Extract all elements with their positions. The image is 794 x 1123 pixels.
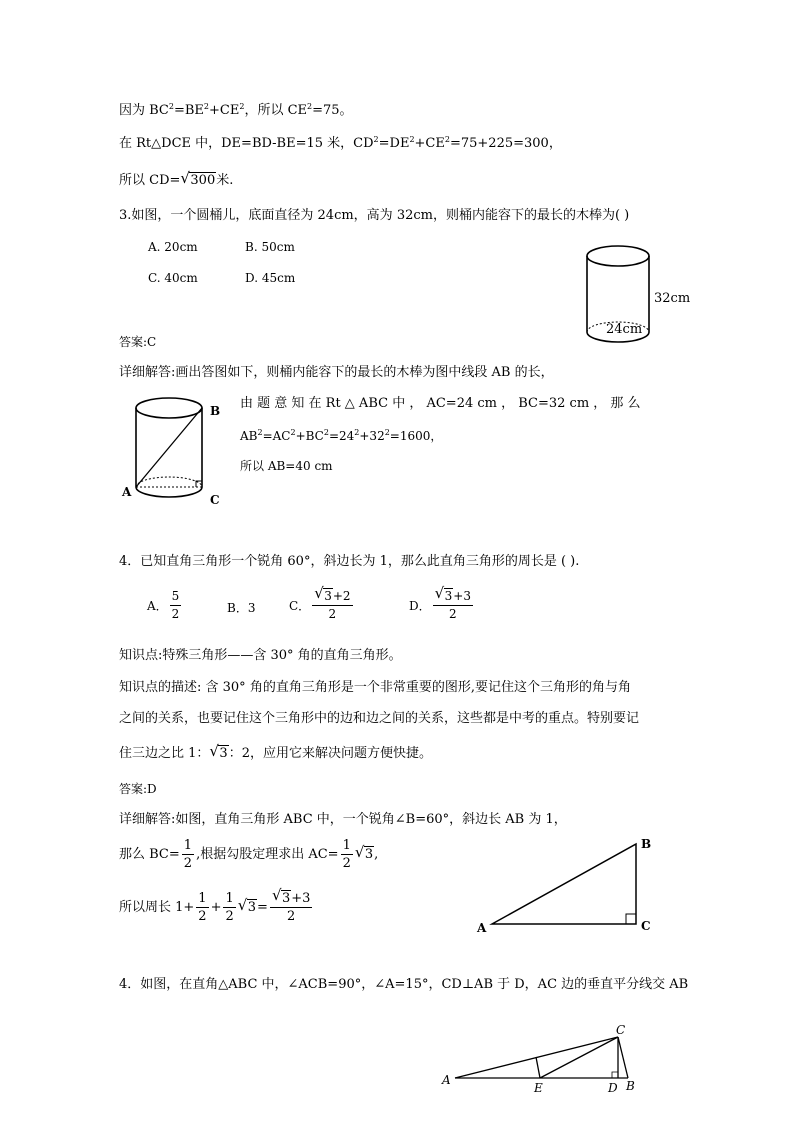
q4-perimeter-line: 所以周长 1+ $\frac{1}{2}$ + $\frac{1}{2}$ √ 3 = √ 3+3 2 bbox=[119, 886, 311, 924]
q5-stem: 4．如图，在直角△ABC 中，∠ACB=90°，∠A=15°，CD⊥AB 于 D，AC 边的垂直平分线交 AB bbox=[119, 977, 689, 992]
q3-solution-line-3: 所以 AB=40 cm bbox=[240, 459, 333, 473]
q5-fig-label-e: E bbox=[534, 1081, 543, 1095]
q4-description-2: 之间的关系，也要记住这个三角形中的边和边之间的关系，这些都是中考的重点。特别要记 bbox=[119, 711, 640, 726]
text-line-1: 因为 $BC^2=BE^2+CE^2$，所以 $CE^2=75$。 bbox=[119, 102, 353, 118]
q3-cylinder-figure bbox=[580, 240, 690, 352]
q3-stem: 3.如图，一个圆桶儿，底面直径为 24cm，高为 32cm，则桶内能容下的最长的木棒为( ) bbox=[119, 208, 630, 223]
q4-description-1: 知识点的描述: 含 30° 角的直角三角形是一个非常重要的图形,要记住这个三角形的角与角 bbox=[119, 680, 631, 695]
q3-fig-label-c: C bbox=[210, 493, 220, 507]
q4-option-b: B．3 bbox=[227, 601, 256, 615]
text-line-2: 在 Rt△DCE 中，DE=BD-BE=15 米，$CD^2=DE^2+CE^2=75+225=300$， bbox=[119, 135, 562, 151]
q3-option-a: A. 20cm bbox=[148, 240, 198, 254]
q5-triangle-figure bbox=[440, 1020, 650, 1100]
q3-detail: 详细解答:画出答图如下，则桶内能容下的最长的木棒为图中线段 AB 的长， bbox=[119, 365, 554, 380]
text-line-3: 所以 CD= √ 300米. bbox=[119, 169, 234, 188]
q4-detail: 详细解答:如图，直角三角形 ABC 中，一个锐角∠B=60°，斜边长 AB 为 1， bbox=[119, 812, 567, 827]
q3-fig-height-label: 32cm bbox=[654, 291, 691, 306]
q4-stem: 4．已知直角三角形一个锐角 60°，斜边长为 1，那么此直角三角形的周长是 ( ). bbox=[119, 554, 580, 569]
q4-fig-label-b: B bbox=[641, 837, 652, 851]
q4-description-3: 住三边之比 1： √ 3：2，应用它来解决问题方便快捷。 bbox=[119, 742, 432, 761]
q4-option-c: C． √ 3+2 2 bbox=[289, 584, 351, 621]
q5-fig-label-a: A bbox=[442, 1073, 451, 1087]
q3-solution-figure bbox=[120, 395, 225, 513]
q5-fig-label-b: B bbox=[626, 1079, 635, 1093]
q4-fig-label-a: A bbox=[477, 921, 487, 935]
q3-fig-label-b: B bbox=[210, 404, 221, 418]
q4-fig-label-c: C bbox=[641, 919, 651, 933]
q4-knowledge-point: 知识点:特殊三角形——含 30° 角的直角三角形。 bbox=[119, 648, 402, 663]
q4-option-a: A． $\frac{5}{2}$ bbox=[147, 589, 180, 621]
q3-fig-diameter-label: 24cm bbox=[606, 322, 643, 337]
q4-answer: 答案:D bbox=[119, 782, 157, 796]
q3-solution-line-1: 由 题 意 知 在 Rt △ ABC 中 ， AC=24 cm ， BC=32 cm ， 那 么 bbox=[240, 396, 641, 411]
q4-triangle-figure bbox=[470, 832, 660, 942]
q3-solution-line-2: $AB^2=AC^2+BC^2=24^2+32^2=1600$， bbox=[240, 428, 443, 443]
q5-fig-label-d: D bbox=[608, 1081, 618, 1095]
q5-fig-label-c: C bbox=[616, 1023, 626, 1037]
q4-option-d: D． √ 3+3 2 bbox=[409, 584, 471, 621]
q4-bc-line: 那么 BC= $\frac{1}{2}$ ,根据勾股定理求出 AC= $\frac{1}{2}$ √ 3 , bbox=[119, 838, 379, 871]
q3-answer: 答案:C bbox=[119, 335, 157, 349]
q3-fig-label-a: A bbox=[122, 485, 132, 499]
q3-option-b: B. 50cm bbox=[245, 240, 295, 254]
q3-option-c: C. 40cm bbox=[148, 271, 198, 285]
q3-option-d: D. 45cm bbox=[245, 271, 296, 285]
